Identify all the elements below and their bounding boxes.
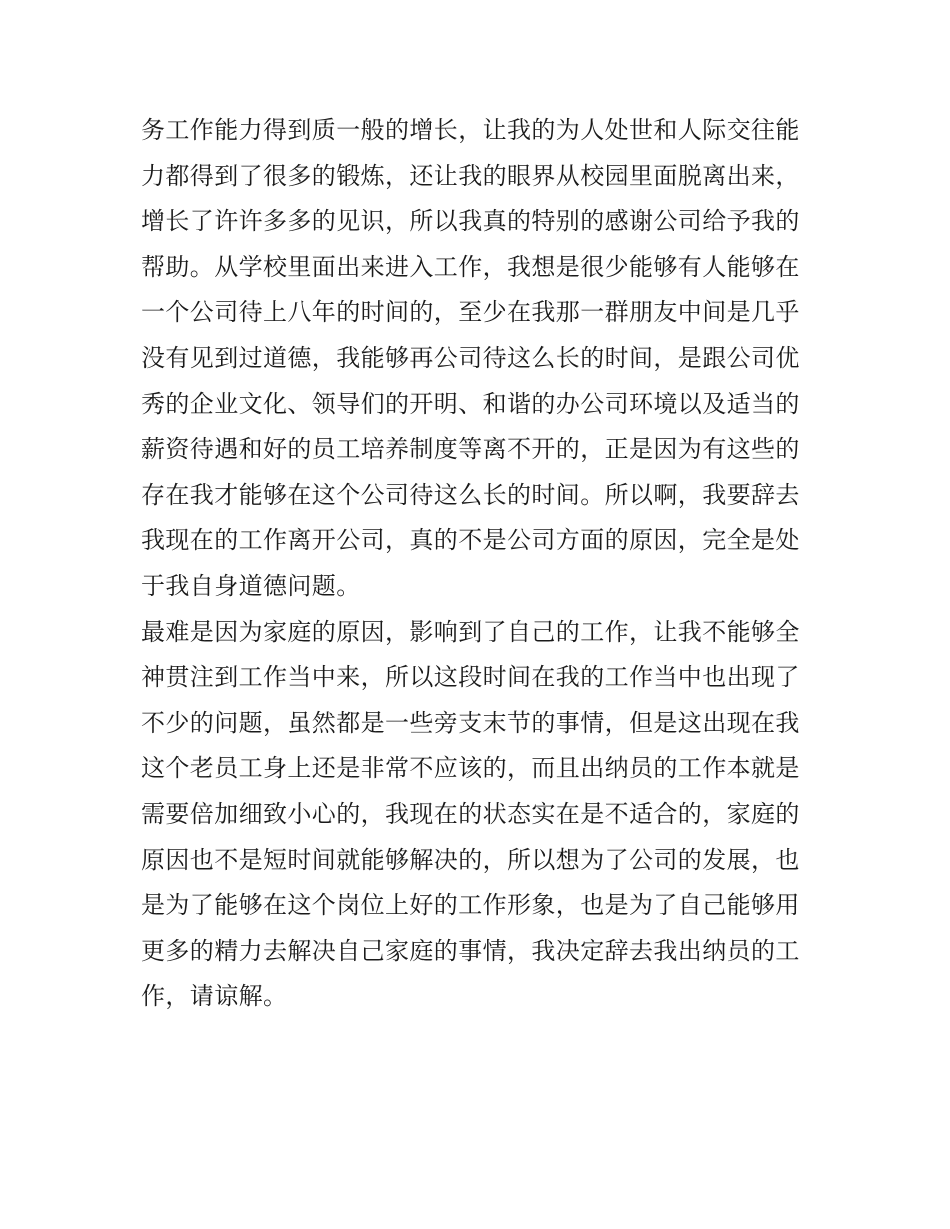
text-line: 增长了许许多多的见识，所以我真的特别的感谢公司给予我的 — [141, 207, 800, 236]
text-line: 没有见到过道德，我能够再公司待这么长的时间，是跟公司优 — [141, 343, 800, 372]
text-line: 力都得到了很多的锻炼，还让我的眼界从校园里面脱离出来， — [141, 161, 800, 190]
text-line: 存在我才能够在这个公司待这么长的时间。所以啊，我要辞去 — [141, 480, 800, 509]
text-line: 不少的问题，虽然都是一些旁支末节的事情，但是这出现在我 — [141, 708, 800, 737]
text-line: 原因也不是短时间就能够解决的，所以想为了公司的发展，也 — [141, 845, 800, 874]
body-text — [141, 108, 821, 1020]
text-line: 我现在的工作离开公司，真的不是公司方面的原因，完全是处 — [141, 526, 800, 555]
text-line: 帮助。从学校里面出来进入工作，我想是很少能够有人能够在 — [141, 252, 800, 281]
text-line: 最难是因为家庭的原因，影响到了自己的工作，让我不能够全 — [141, 617, 800, 646]
text-line: 一个公司待上八年的时间的，至少在我那一群朋友中间是几乎 — [141, 298, 800, 327]
text-line: 务工作能力得到质一般的增长，让我的为人处世和人际交往能 — [141, 116, 800, 144]
text-line: 秀的企业文化、领导们的开明、和谐的办公司环境以及适当的 — [141, 389, 800, 418]
text-line: 薪资待遇和好的员工培养制度等离不开的，正是因为有这些的 — [141, 435, 800, 464]
text-line: 这个老员工身上还是非常不应该的，而且出纳员的工作本就是 — [141, 754, 800, 783]
text-line: 于我自身道德问题。 — [141, 571, 361, 600]
text-line: 是为了能够在这个岗位上好的工作形象，也是为了自己能够用 — [141, 891, 800, 920]
text-line: 需要倍加细致小心的，我现在的状态实在是不适合的，家庭的 — [141, 799, 800, 828]
text-line: 神贯注到工作当中来，所以这段时间在我的工作当中也出现了 — [141, 663, 800, 692]
text-line: 更多的精力去解决自己家庭的事情，我决定辞去我出纳员的工 — [141, 936, 800, 965]
text-line: 作，请谅解。 — [141, 982, 288, 1011]
